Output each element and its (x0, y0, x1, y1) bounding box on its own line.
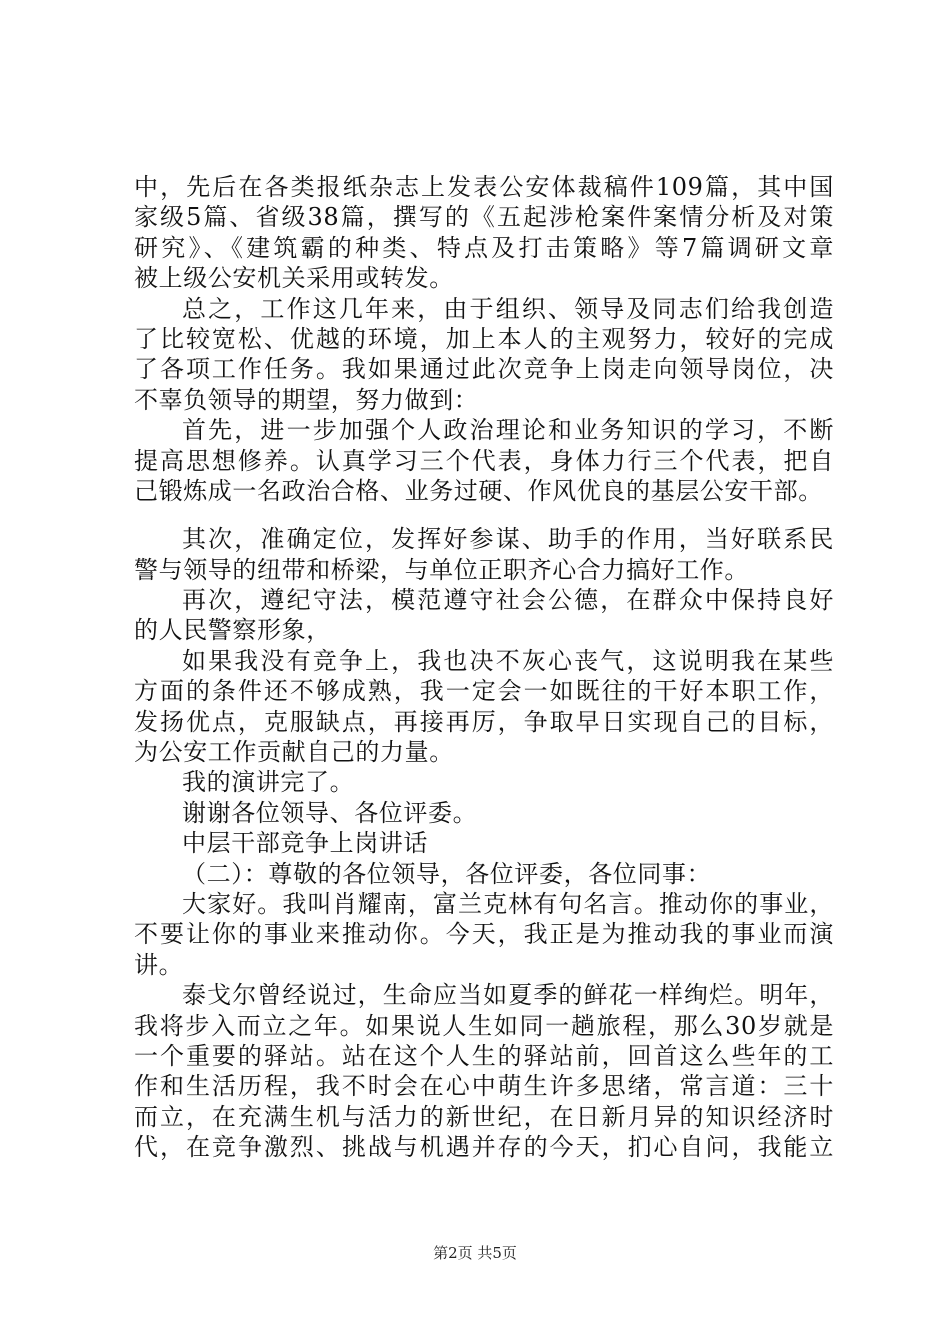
text-line: 我将步入而立之年。如果说人生如同一趟旅程，那么30岁就是 (134, 1011, 834, 1040)
text-line: 被上级公安机关采用或转发。 (134, 264, 454, 293)
text-line: 一个重要的驿站。站在这个人生的驿站前，回首这么些年的工 (134, 1041, 834, 1070)
text-line: 发扬优点，克服缺点，再接再厉，争取早日实现自己的目标， (134, 707, 834, 736)
text-line: 为公安工作贡献自己的力量。 (134, 738, 454, 767)
text-line: 家级5篇、省级38篇，撰写的《五起涉枪案件案情分析及对策 (134, 203, 834, 232)
text-line: 谢谢各位领导、各位评委。 (182, 798, 478, 827)
page-number-footer: 第2页 共5页 (433, 1244, 517, 1262)
text-line: 了各项工作任务。我如果通过此次竞争上岗走向领导岗位，决 (134, 355, 834, 384)
document-body (134, 172, 834, 1163)
text-line: 提高思想修养。认真学习三个代表，身体力行三个代表，把自 (134, 446, 834, 475)
text-line: 研究》、《建筑霸的种类、特点及打击策略》等7篇调研文章 (134, 233, 834, 262)
text-line: 大家好。我叫肖耀南，富兰克林有句名言。推动你的事业， (182, 889, 834, 918)
text-line: 泰戈尔曾经说过，生命应当如夏季的鲜花一样绚烂。明年， (182, 981, 834, 1010)
text-line: 而立，在充满生机与活力的新世纪，在日新月异的知识经济时 (134, 1102, 834, 1131)
text-line: 方面的条件还不够成熟，我一定会一如既往的干好本职工作， (134, 677, 834, 706)
text-line: 了比较宽松、优越的环境，加上本人的主观努力，较好的完成 (134, 324, 834, 353)
text-line: 己锻炼成一名政治合格、业务过硬、作风优良的基层公安干部。 (134, 476, 823, 505)
text-line: 总之，工作这几年来，由于组织、领导及同志们给我创造 (182, 294, 834, 323)
text-line: 不要让你的事业来推动你。今天，我正是为推动我的事业而演 (134, 920, 834, 949)
text-line: 中，先后在各类报纸杂志上发表公安体裁稿件109篇，其中国 (134, 173, 834, 201)
text-line: 作和生活历程，我不时会在心中萌生许多思绪，常言道：三十 (134, 1072, 834, 1101)
text-line: （二）：尊敬的各位领导，各位评委，各位同事： (182, 859, 712, 888)
text-line: 代，在竞争激烈、挑战与机遇并存的今天，扪心自问，我能立 (134, 1133, 834, 1162)
text-line: 如果我没有竞争上，我也决不灰心丧气，这说明我在某些 (182, 646, 834, 675)
text-line: 我的演讲完了。 (182, 768, 355, 797)
text-line: 不辜负领导的期望，努力做到： (134, 385, 479, 414)
text-line: 讲。 (134, 950, 184, 979)
paragraph-spacer (134, 506, 834, 524)
text-line: 首先，进一步加强个人政治理论和业务知识的学习，不断 (182, 416, 834, 445)
text-line: 其次，准确定位，发挥好参谋、助手的作用，当好联系民 (182, 525, 834, 554)
text-line: 的人民警察形象， (134, 616, 331, 645)
text-line: 警与领导的纽带和桥梁，与单位正职齐心合力搞好工作。 (134, 555, 749, 584)
text-line: 再次，遵纪守法，模范遵守社会公德，在群众中保持良好 (182, 586, 834, 615)
text-line: 中层干部竞争上岗讲话 (182, 829, 428, 858)
